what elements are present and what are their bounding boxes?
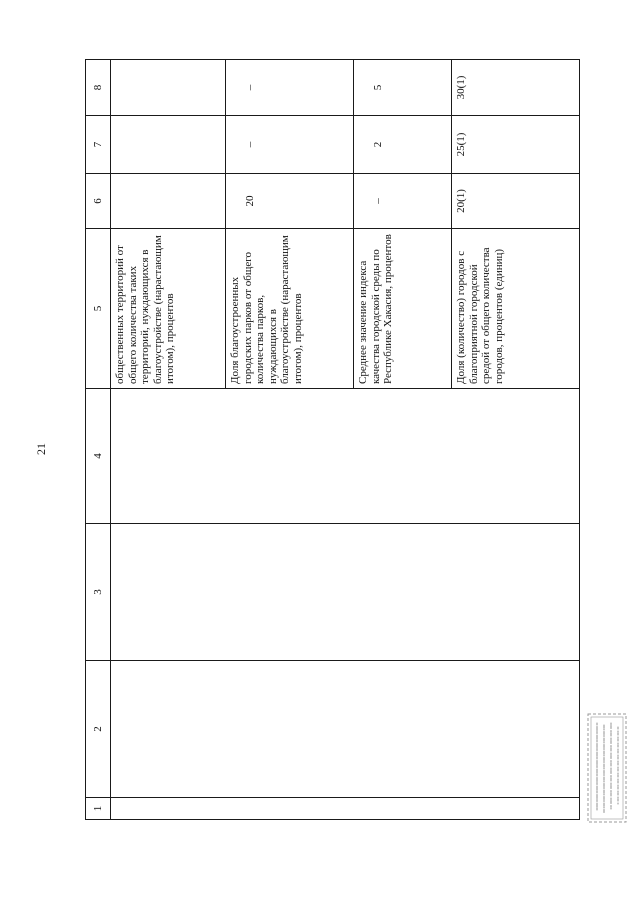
header-col-1: 1: [86, 798, 111, 820]
cell-value-col-8: 5: [354, 60, 452, 116]
cell-value-col-7: 25(1): [452, 116, 580, 174]
header-col-2: 2: [86, 661, 111, 798]
cell-col-3: [111, 524, 580, 661]
cell-indicator-name: Доля (количество) городов с благоприятной городской средой от общего количества городов, процентов (единиц): [452, 229, 580, 389]
cell-col-2: [111, 661, 580, 798]
cell-value-col-6: –: [354, 174, 452, 229]
cell-value-col-6: 20(1): [452, 174, 580, 229]
stamp-image: [587, 713, 627, 823]
cell-value-col-7: [111, 116, 226, 174]
header-col-4: 4: [86, 389, 111, 524]
cell-indicator-name: общественных территорий от общего количества таких территорий, нуждающихся в благоустройстве (нарастающим итогом), процентов: [111, 229, 226, 389]
cell-value-col-7: 2: [354, 116, 452, 174]
page-number: 21: [34, 443, 48, 455]
cell-value-col-6: [111, 174, 226, 229]
header-col-5: 5: [86, 229, 111, 389]
header-col-8: 8: [86, 60, 111, 116]
header-col-7: 7: [86, 116, 111, 174]
table-container: [85, 60, 580, 820]
cell-value-col-8: –: [226, 60, 354, 116]
table-header-row: [86, 60, 111, 820]
cell-col-1: [111, 798, 580, 820]
cell-value-col-7: –: [226, 116, 354, 174]
cell-value-col-8: [111, 60, 226, 116]
header-col-3: 3: [86, 524, 111, 661]
header-col-6: 6: [86, 174, 111, 229]
cell-indicator-name: Доля благоустроенных городских парков от общего количества парков, нуждающихся в благоустройстве (нарастающим итогом), процентов: [226, 229, 354, 389]
cell-value-col-8: 30(1): [452, 60, 580, 116]
indicator-table: [85, 59, 580, 820]
table-row: [111, 60, 226, 820]
cell-indicator-name: Среднее значение индекса качества городской среды по Республике Хакасия, процентов: [354, 229, 452, 389]
cell-value-col-6: 20: [226, 174, 354, 229]
cell-col-4: [111, 389, 580, 524]
